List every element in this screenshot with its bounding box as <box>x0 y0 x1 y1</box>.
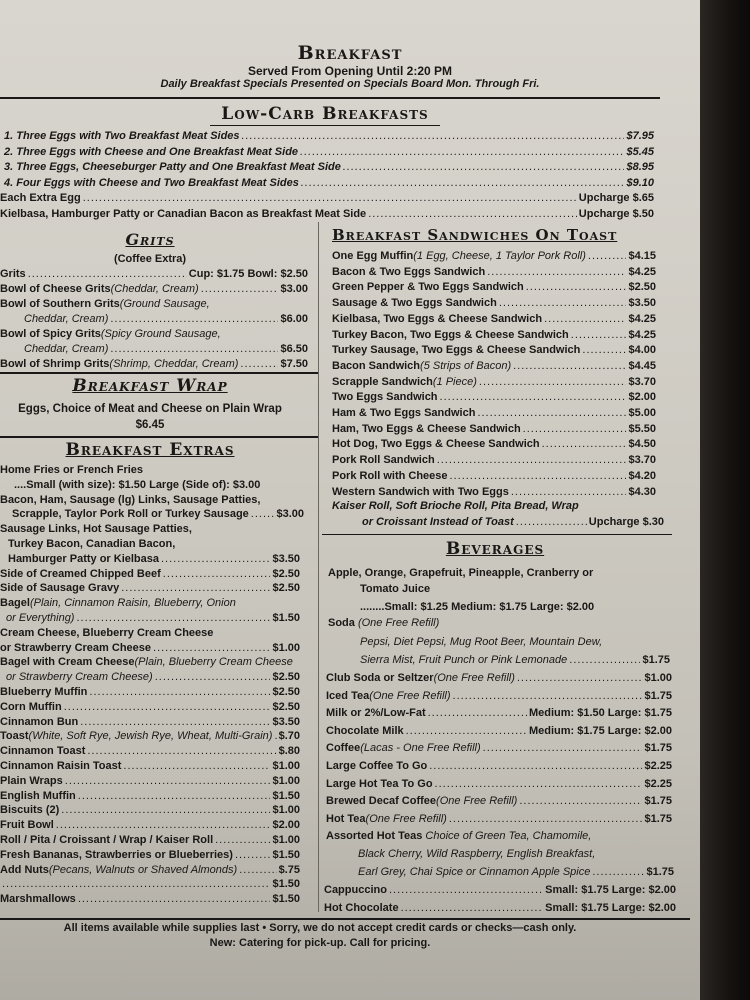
sandwich-item: Two Eggs Sandwich ..... $2.00 <box>332 391 656 403</box>
extras-item: Cream Cheese, Blueberry Cream Cheese <box>0 626 214 639</box>
grits-item: Bowl of Spicy Grits (Spicy Ground Sausage, <box>0 328 221 340</box>
extras-item: Biscuits (2) ..... $1.00 <box>0 804 300 816</box>
extras-item: Cinnamon Bun ..... $3.50 <box>0 716 300 728</box>
lowcarb-item: 2. Three Eggs with Cheese and One Breakfast Meat Side ..... $5.45 <box>4 146 654 158</box>
beverage-item: Large Hot Tea To Go ..... $2.25 <box>326 778 672 790</box>
extras-item: Bagel with Cream Cheese (Plain, Blueberry Cream Cheese <box>0 656 293 669</box>
sandwich-item: Turkey Bacon, Two Eggs & Cheese Sandwich ..... $4.25 <box>332 329 656 341</box>
soda-heading: Soda (One Free Refill) <box>328 617 440 629</box>
bread-option-note: Kaiser Roll, Soft Brioche Roll, Pita Bread, Wrap <box>332 500 579 512</box>
juice-line-2: Tomato Juice <box>360 583 431 595</box>
extras-item: Hamburger Patty or Kielbasa ..... $3.50 <box>8 553 300 565</box>
lowcarb-item: 1. Three Eggs with Two Breakfast Meat Sides ..... $7.95 <box>4 130 654 142</box>
footer-payment-note: All items available while supplies last • Sorry, we do not accept credit cards or checks—cash only. <box>63 922 577 934</box>
extras-item: or Strawberry Cream Cheese ..... $1.00 <box>0 642 300 654</box>
extras-item: Add Nuts (Pecans, Walnuts or Shaved Almonds) ..... $.75 <box>0 864 300 876</box>
soda-flavors-1: Pepsi, Diet Pepsi, Mug Root Beer, Mountain Dew, <box>360 636 603 648</box>
extras-item: Roll / Pita / Croissant / Wrap / Kaiser Roll ..... $1.00 <box>0 834 300 846</box>
column-divider <box>318 222 319 912</box>
grits-item: Bowl of Southern Grits (Ground Sausage, <box>0 298 210 310</box>
extras-item: Turkey Bacon, Canadian Bacon, <box>8 538 176 550</box>
lowcarb-item: 4. Four Eggs with Cheese and Two Breakfast Meat Sides ..... $9.10 <box>4 177 654 189</box>
sandwich-divider <box>322 534 672 535</box>
extras-item: Home Fries or French Fries <box>0 464 144 476</box>
beverage-item: Milk or 2%/Low-Fat ..... Medium: $1.50 Large: $1.75 <box>326 707 672 719</box>
extras-item: or Everything) ..... $1.50 <box>6 612 300 624</box>
sandwich-item: Ham & Two Eggs Sandwich ..... $5.00 <box>332 407 656 419</box>
specials-note: Daily Breakfast Specials Presented on Specials Board Mon. Through Fri. <box>160 78 540 90</box>
lowcarb-underline <box>210 125 440 126</box>
beverages-title: Beverages <box>445 539 545 559</box>
wrap-title: Breakfast Wrap <box>72 376 228 396</box>
cappuccino-line: Cappuccino ..... Small: $1.75 Large: $2.00 <box>324 884 676 896</box>
extras-item: Side of Sausage Gravy ..... $2.50 <box>0 582 300 594</box>
sandwich-item: One Egg Muffin (1 Egg, Cheese, 1 Taylor Pork Roll) ..... $4.15 <box>332 250 656 262</box>
extras-item: Cinnamon Raisin Toast ..... $1.00 <box>0 760 300 772</box>
extras-item: Side of Creamed Chipped Beef ..... $2.50 <box>0 568 300 580</box>
sandwich-item: Ham, Two Eggs & Cheese Sandwich ..... $5.50 <box>332 423 656 435</box>
beverage-item: Hot Tea (One Free Refill) ..... $1.75 <box>326 813 672 825</box>
breakfast-title: Breakfast <box>297 42 403 64</box>
wrap-divider <box>0 436 318 438</box>
sandwich-item: Bacon & Two Eggs Sandwich ..... $4.25 <box>332 266 656 278</box>
assorted-teas-line-3: Earl Grey, Chai Spice or Cinnamon Apple Spice ..... $1.75 <box>358 866 674 878</box>
extras-item: Fresh Bananas, Strawberries or Blueberries) ..... $1.50 <box>0 849 300 861</box>
assorted-teas-line-2: Black Cherry, Wild Raspberry, English Breakfast, <box>358 848 596 860</box>
juice-prices: ........Small: $1.25 Medium: $1.75 Large: $2.00 <box>360 601 595 613</box>
wrap-description: Eggs, Choice of Meat and Cheese on Plain Wrap <box>18 403 282 415</box>
sandwich-item: Western Sandwich with Two Eggs ..... $4.30 <box>332 486 656 498</box>
beverage-item: Chocolate Milk ..... Medium: $1.75 Large: $2.00 <box>326 725 672 737</box>
beverage-item: Club Soda or Seltzer (One Free Refill) ..... $1.00 <box>326 672 672 684</box>
grits-item: Bowl of Shrimp Grits (Shrimp, Cheddar, Cream) ..... $7.50 <box>0 358 308 370</box>
lowcarb-item: Kielbasa, Hamburger Patty or Canadian Bacon as Breakfast Meat Side ..... Upcharge $.50 <box>0 208 654 220</box>
extras-item: Cinnamon Toast ..... $.80 <box>0 745 300 757</box>
sandwich-item: Scrapple Sandwich (1 Piece) ..... $3.70 <box>332 376 656 388</box>
beverage-item: Large Coffee To Go ..... $2.25 <box>326 760 672 772</box>
lowcarb-title: Low-Carb Breakfasts <box>221 104 429 124</box>
beverage-item: Coffee (Lacas - One Free Refill) ..... $1.75 <box>326 742 672 754</box>
extras-item: English Muffin ..... $1.50 <box>0 790 300 802</box>
extras-item: Blueberry Muffin ..... $2.50 <box>0 686 300 698</box>
juice-line-1: Apple, Orange, Grapefruit, Pineapple, Cranberry or <box>328 567 594 579</box>
extras-item: Scrapple, Taylor Pork Roll or Turkey Sausage ..... $3.00 <box>12 508 304 520</box>
extras-item: Bacon, Ham, Sausage (lg) Links, Sausage Patties, <box>0 493 261 506</box>
bread-upcharge: or Croissant Instead of Toast ..... Upcharge $.30 <box>362 516 664 528</box>
grits-cup-bowl: Grits ..... Cup: $1.75 Bowl: $2.50 <box>0 268 308 280</box>
binder-edge <box>700 0 750 1000</box>
extras-item: ..... $1.50 <box>0 878 300 890</box>
wrap-price: $6.45 <box>135 419 165 431</box>
beverage-item: Iced Tea (One Free Refill) ..... $1.75 <box>326 690 672 702</box>
sandwich-item: Turkey Sausage, Two Eggs & Cheese Sandwich ..... $4.00 <box>332 344 656 356</box>
sandwich-item: Kielbasa, Two Eggs & Cheese Sandwich ..... $4.25 <box>332 313 656 325</box>
assorted-teas-line-1: Assorted Hot Teas Choice of Green Tea, Chamomile, <box>326 830 592 842</box>
served-hours: Served From Opening Until 2:20 PM <box>247 64 453 78</box>
extras-item: Marshmallows ..... $1.50 <box>0 893 300 905</box>
sandwiches-title: Breakfast Sandwiches On Toast <box>332 226 618 244</box>
lowcarb-item: Each Extra Egg ..... Upcharge $.65 <box>0 192 654 204</box>
sandwich-item: Hot Dog, Two Eggs & Cheese Sandwich ..... $4.50 <box>332 438 656 450</box>
grits-title: Grits <box>125 230 175 249</box>
beverage-item: Brewed Decaf Coffee (One Free Refill) ..... $1.75 <box>326 795 672 807</box>
sandwich-item: Pork Roll with Cheese ..... $4.20 <box>332 470 656 482</box>
extras-item: or Strawberry Cream Cheese) ..... $2.50 <box>6 671 300 683</box>
extras-item: Toast (White, Soft Rye, Jewish Rye, Wheat, Multi-Grain) ..... $.70 <box>0 730 300 742</box>
extras-item: Plain Wraps ..... $1.00 <box>0 775 300 787</box>
extras-item: ....Small (with size): $1.50 Large (Side of): $3.00 <box>14 478 261 491</box>
sandwich-item: Green Pepper & Two Eggs Sandwich ..... $2.50 <box>332 281 656 293</box>
sandwich-item: Bacon Sandwich (5 Strips of Bacon) ..... $4.45 <box>332 360 656 372</box>
grits-item: Cheddar, Cream) ..... $6.50 <box>24 343 308 355</box>
grits-item: Cheddar, Cream) ..... $6.00 <box>24 313 308 325</box>
grits-item: Bowl of Cheese Grits (Cheddar, Cream) ..... $3.00 <box>0 283 308 295</box>
extras-item: Corn Muffin ..... $2.50 <box>0 701 300 713</box>
extras-title: Breakfast Extras <box>65 440 235 460</box>
extras-item: Sausage Links, Hot Sausage Patties, <box>0 523 192 536</box>
grits-divider <box>0 372 318 374</box>
sandwich-item: Pork Roll Sandwich ..... $3.70 <box>332 454 656 466</box>
extras-item: Bagel (Plain, Cinnamon Raisin, Blueberry, Onion <box>0 597 236 610</box>
grits-subtitle: (Coffee Extra) <box>113 253 187 265</box>
hot-chocolate-line: Hot Chocolate ..... Small: $1.75 Large: $2.00 <box>324 902 676 914</box>
lowcarb-item: 3. Three Eggs, Cheeseburger Patty and One Breakfast Meat Side ..... $8.95 <box>4 161 654 173</box>
header-divider <box>0 97 660 99</box>
footer-catering-note: New: Catering for pick-up. Call for pricing. <box>209 937 431 949</box>
soda-flavors-2: Sierra Mist, Fruit Punch or Pink Lemonade ..... $1.75 <box>360 654 670 666</box>
sandwich-item: Sausage & Two Eggs Sandwich ..... $3.50 <box>332 297 656 309</box>
extras-item: Fruit Bowl ..... $2.00 <box>0 819 300 831</box>
footer-divider <box>0 918 690 920</box>
